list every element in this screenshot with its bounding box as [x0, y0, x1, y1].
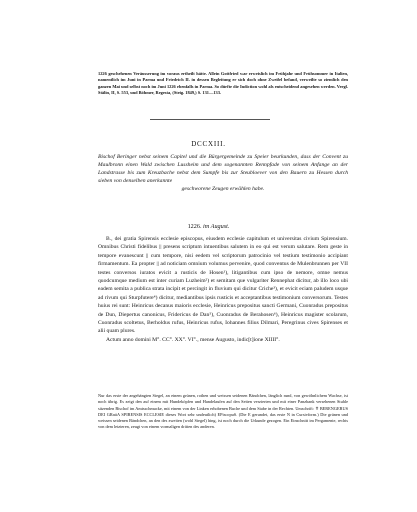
charter-actum: Actum anno domini M°. CC°. XX°. VI°., mense Augusto, indic[t]ione XIIII°.: [106, 336, 280, 343]
date-month: im August.: [203, 223, 230, 230]
document-summary: [98, 153, 348, 193]
footnotes: Nur das erste der angehängten Siegel, an einem grünen, rothen und weissen seidenen Bändchen, länglich rund, von gewöhnlichem Wachse, ist noch übrig. Es zeigt den auf einem mit Hundeköpfen und Handelaufen auf den Seiten verzierten und mit einer Panzbank versehenen Stuhle sitzenden Bischof im Amtsschmucke, mit einem von der Linken erhobenen Buche und dem Stabe in der Rechten. Umschrift: ✝ BERENGERUS DEI GRatiA SPIRENSIS ECCLESIE dieses Wort sehr undeutlich) EPiscopuS. (Die E gerundet, das erste N in Cursivform.) Die grünen und weissen seidenen Bändchen, an den des zweiten (wohl Siegel) hing, ist noch durch die Urkunde gezogen. Ein Einschnitt im Pergamente, rechts von dem letzteren, zeugt von einem vormaligen dritten des anderen.: [98, 393, 348, 430]
document-date: [0, 223, 417, 230]
summary-last-line: geschworene Zeugen erwählen habe.: [181, 186, 265, 193]
summary-text: Bischof Beringer nebst seinem Capitel und die Bürgergemeinde zu Speier beurkunden, dass der Convent zu Maulbronn einen Wald zwischen Lussheim und dem sogenannten Rennpfade von seinem Anfange an der Landstrasse bis zum Kreuzbache nebst dem Sumpfe bis zur Steubloever von den Bauern zu Hessen durch sieben von denselben anerkannte: [98, 154, 348, 185]
charter-text: [98, 235, 348, 344]
preceding-commentary: 1226 geschehenen Veräusserung im voraus ertheilt hätte. Allein Gottfried war erweislich im Frühjahr und Frühsommer in Italien, namentlich im Juni in Parma und Friedrich II. in dessen Begleitung er sich doch ohne Zweifel befand, verweilte so ziemlich den ganzen Mai und selbst noch im Juni 1226 ebenfalls in Parma. So dürfte die Indiction wohl als entscheidend angesehen werden. Vergl. Stälin, II, S. 553, und Böhmer, Regesta, (Steig. 1849,) S. 131—133.: [98, 71, 348, 95]
document-number: DCCXIII.: [191, 140, 226, 148]
charter-body: B., dei gratia Spirensis ecclesie episcopus, eiusdem ecclesie capitulum et universitas civium Spirensium. Omnibus Christi fidelibus || presens scriptum intuentibus salutem in eo qui est verum salutare. Rem geste in tempore evanescunt || cum tempore, nisi eedem vel scriptorum patrocinio vel testium testimonio accipiant firmamentum. Ea propter || ad noticiam omnium volumus pervenire, quod conventus de Mulenbrunnen per VII testes conversos iuratos evicit a rusticis de Hosen¹), litigantibus cum ipso de nemore, omne nemus quodcumque medium est inter curiam Luzheim²) et semitam que vulgariter Rennephat dicitur, ab illo loco ubi eadem semita a publica strata incipit et percingit in fluvium qui dicitur Criche³), et evicit eciam paludem usque ad rivum qui Sturpfutere⁴) dicitur, mediantibus ipsis rusticis et acceptantibus testimonium conversorum. Testes huius rei sunt: Heinricus decanus maioris ecclesie, Heinricus prepositus sancti Germani, Cuonradus prepositus de Dun, Diepertus canonicus, Fridericus de Dan⁵), Cuonradus de Berahosen⁶), Heinricus magister scolarum, Cuonradus scoltetus, Berholdus rufus, Heinricus rufus, Iohannes filius Dilmari, Peregrinus cives Spirenses et alii quam plures.: [98, 236, 348, 335]
section-divider: [150, 119, 270, 120]
date-year: 1226.: [187, 223, 202, 230]
